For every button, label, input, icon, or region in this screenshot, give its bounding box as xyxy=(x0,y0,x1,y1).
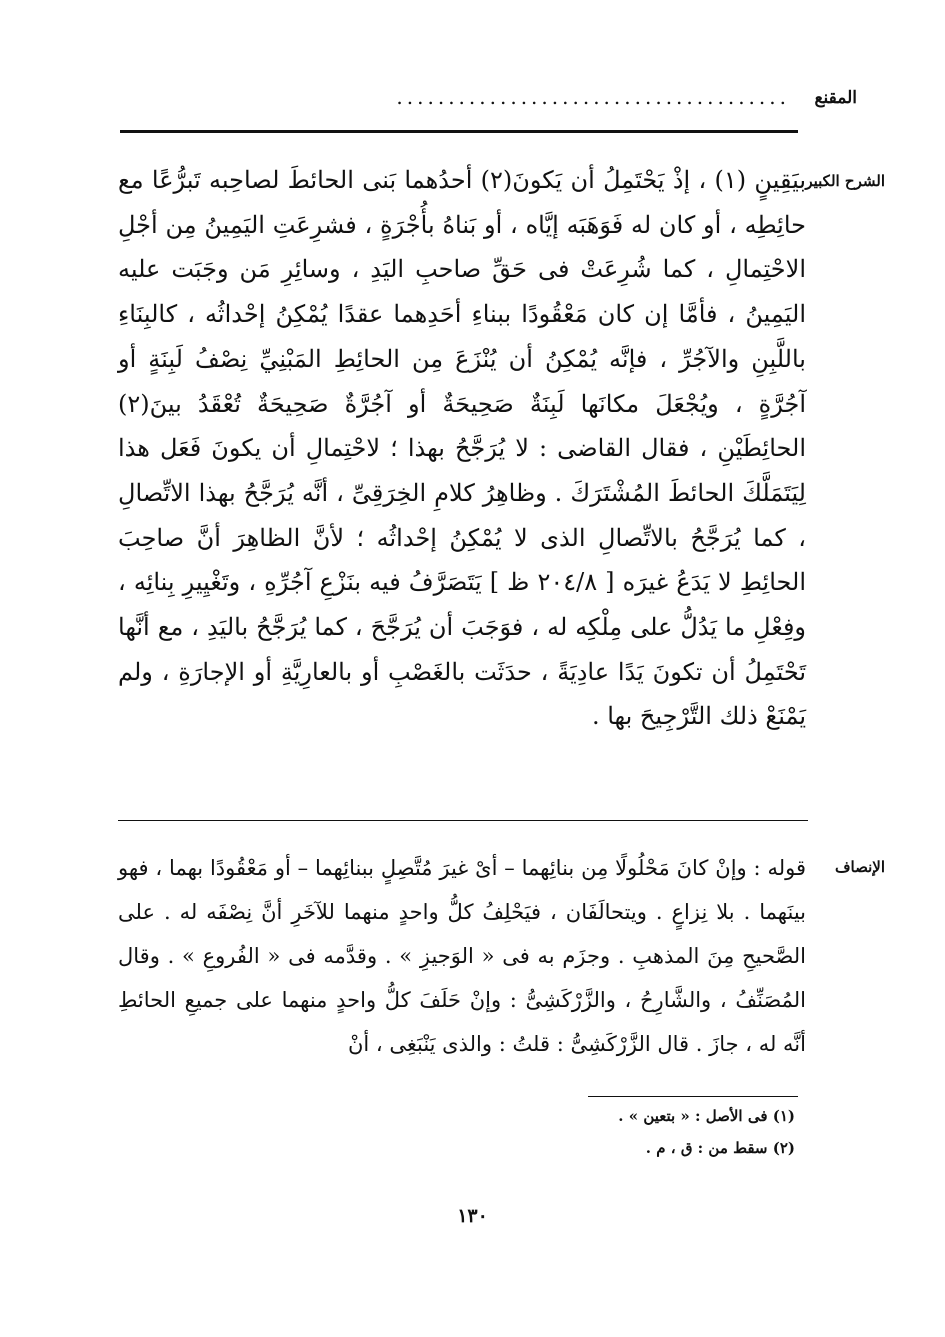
footnote-rule xyxy=(588,1096,798,1097)
sharh-paragraph: بيَقِينٍ (١) ، إذْ يَحْتَمِلُ أن يَكونَ(٢) أحدُهما بَنى الحائطَ لصاحِبه تَبرُّعًا مع حائِطِه ، أو كان له فَوَهَبَه إيَّاه ، أو بَناهُ بأُجْرَةٍ ، فشرِعَتِ اليَمِينُ مِن أجْلِ الاحْتِمالِ ، كما شُرِعَتْ فى حَقِّ صاحبِ اليَدِ ، وسائِرِ مَن وجَبَت عليه اليَمِينُ ، فأمَّا إن كان مَعْقُودًا ببناءِ أحَدِهما عقدًا يُمْكِنُ إحْداثُه ، كالبِنَاءِ باللَّبِنِ والآجُرِّ ، فإنَّه يُمْكِنُ أن يُنْزَعَ مِن الحائِطِ المَبْنِيِّ نِصْفُ لَبِنَةٍ أو آجُرَّةٍ ، ويُجْعَلَ مكانَها لَبِنَةٌ صَحِيحَةٌ أو آجُرَّةٌ صَحِيحَةٌ تُعْقَدُ بينَ(٢) الحائِطَيْنِ ، فقال القاضى : لا يُرَجَّحُ بهذا ؛ لاحْتِمالِ أن يكونَ فَعَل هذا لِيَتَمَلَّكَ الحائطَ المُشْتَرَكَ . وظاهِرُ كلامِ الخِرَقِىِّ ، أنَّه يُرَجَّحُ بهذا الاتِّصالِ ، كما يُرَجَّحُ بالاتِّصالِ الذى لا يُمْكِنُ إحْداثُه ؛ لأنَّ الظاهِرَ أنَّ صاحِبَ الحائِطِ لا يَدَعُ غيرَه [ ٢٠٤/٨ ظ ] يَتَصَرَّفُ فيه بنَزْعِ آجُرِّهِ ، وتَغْيِيرِ بِنائِه ، وفِعْلِ ما يَدُلُّ على مِلْكِه له ، فوَجَبَ أن يُرَجَّحَ ، كما يُرَجَّحُ باليَدِ ، مع أنَّها تَحْتَمِلُ أن تكونَ يَدًا عادِيَةً ، حدَثَت بالغَصْبِ أو بالعارِيَّةِ أو الإجارَةِ ، ولم يَمْنَعْ ذلك التَّرْجِيحَ بها . xyxy=(118,166,807,731)
insaf-margin-label: الإنصاف xyxy=(834,858,885,876)
footnote-1: (١) فى الأصل : « بتعين » . xyxy=(618,1107,795,1125)
section-divider xyxy=(118,820,808,821)
header-rule xyxy=(120,130,798,133)
insaf-paragraph: قوله : وإنْ كانَ مَحْلُولًا مِن بنائِهما – أىْ غيرَ مُتَّصِلٍ ببنائِهما – أو مَعْقُودًا بهما ، فهو بينَهما . بلا نِزاعٍ . ويتحالَفَان ، فيَحْلِفُ كلُّ واحدٍ منهما للآخَرِ أنَّ نِصْفَه له . على الصَّحيحِ مِنَ المذهبِ . وجزَم به فى « الوَجيزِ » . وقدَّمه فى « الفُروعِ » . وقال المُصَنِّفُ ، والشَّارِحُ ، والزَّرْكَشِىُّ : وإنْ حَلَفَ كلُّ واحدٍ منهما على جميعِ الحائطِ أنَّه له ، جازَ . قال الزَّرْكَشِىُّ : قلتُ : والذى يَنْبَغِى ، أنْ xyxy=(118,856,806,1056)
footnotes xyxy=(295,1100,795,1164)
header-dot-leader: ...................................... xyxy=(396,85,790,109)
footnote-2: (٢) سقط من : ق ، م . xyxy=(645,1139,795,1157)
running-header-title: المقنع xyxy=(814,88,857,108)
sharh-margin-label: الشرح الكبير xyxy=(805,172,885,190)
insaf-text-block xyxy=(118,846,806,1066)
page-number: ١٣٠ xyxy=(457,1205,488,1227)
sharh-text-block xyxy=(118,158,806,739)
